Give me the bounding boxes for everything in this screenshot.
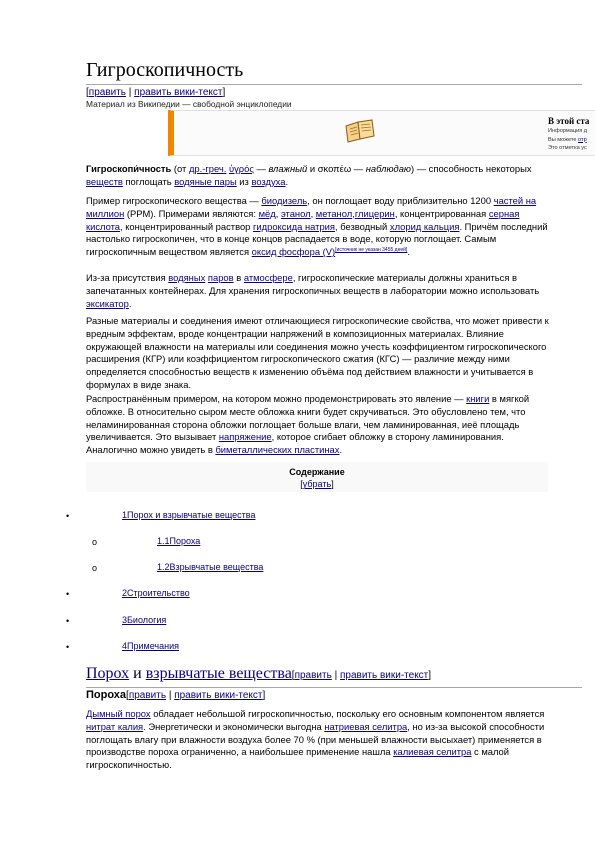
- text: из: [236, 175, 252, 187]
- notice-line-3: Это отметка ус: [548, 145, 587, 152]
- link-potassium-saltpeter[interactable]: калиевая селитра: [393, 746, 472, 758]
- link-potassium-nitrate[interactable]: нитрат калия: [86, 720, 144, 732]
- toc-item-powders[interactable]: 1.1Пороха: [157, 536, 201, 546]
- link-gunpowder[interactable]: Порох: [86, 665, 130, 682]
- text: поглощать: [122, 175, 175, 187]
- link-water-vapor[interactable]: водяные пары: [174, 175, 237, 187]
- separator: |: [166, 690, 175, 701]
- link-glycerin[interactable]: глицерин: [354, 207, 395, 219]
- link-vapors[interactable]: паров: [207, 272, 234, 283]
- text: .: [407, 246, 410, 258]
- toc-toggle: [86, 478, 548, 490]
- translation: наблюдаю: [365, 163, 411, 174]
- bracket-close: ]: [222, 87, 226, 98]
- text: , концентрированный раствор: [120, 220, 253, 232]
- title-edit-links: [86, 86, 225, 100]
- link-explosives[interactable]: взрывчатые вещества: [145, 665, 292, 682]
- text: с малой гигроскопичностью.: [86, 746, 510, 771]
- link-sodium-hydroxide[interactable]: гидроксида натрия: [253, 220, 335, 232]
- subsection-edit-link[interactable]: править: [128, 690, 167, 701]
- text: , гигроскопические материалы должны храниться в запечатанных контейнерах. Для хранения гигроскопичных веществ в лаборатории можно использовать: [86, 272, 540, 296]
- notice-title: В этой ста: [548, 116, 590, 126]
- bracket: [: [291, 670, 295, 681]
- link-bimetal[interactable]: биметаллических пластинах: [215, 444, 340, 456]
- link-desiccator[interactable]: эксикатор: [86, 297, 129, 309]
- text: . Энергетически и экономически выгодна: [143, 720, 325, 732]
- subsection-edit-links: [126, 690, 265, 701]
- page-title: Гигроскопичность: [86, 58, 582, 85]
- link-ppm[interactable]: частей на миллион: [86, 195, 537, 219]
- separator: |: [331, 670, 340, 681]
- table-of-contents: [86, 462, 548, 492]
- toc-bullet: •: [66, 589, 70, 599]
- toc-bullet: o: [92, 563, 98, 573]
- subsection-heading-powders: [86, 688, 265, 703]
- link-honey[interactable]: мёд: [258, 207, 276, 219]
- text: .: [339, 444, 343, 456]
- edit-link[interactable]: править: [88, 87, 127, 98]
- translation: влажный: [268, 163, 308, 174]
- text: в мягкой обложке. В относительно сыром месте обложка книги будет скручиваться. Это обусловлено тем, что неламинированная сторона обложки поглощает больше влаги, чем ламинированная, иеё площадь увеличивается. Это вызывает: [86, 393, 530, 443]
- text: , но из-за высокой способности поглощать влагу при влажности воздуха более 70 % (при меньшей влажности высыхает) применяется в производстве пороха ограниченно, а наибольшее применение нашла: [86, 720, 545, 758]
- bracket: ]: [428, 670, 432, 681]
- section-edit-links: [292, 670, 431, 681]
- toc-item-explosives[interactable]: 1.2Взрывчатые вещества: [157, 562, 264, 572]
- section-heading-gunpowder: [86, 664, 582, 688]
- text: Распространённым примером, на котором можно продемонстрировать это явление —: [86, 393, 467, 404]
- text: Пример гигроскопического вещества —: [86, 195, 262, 206]
- link-books[interactable]: книги: [466, 393, 490, 404]
- link-phosphorus-oxide[interactable]: оксид фосфора (V): [251, 246, 336, 258]
- toc-bullet: •: [66, 642, 70, 652]
- text: ,: [310, 207, 316, 219]
- example-book-paragraph: [86, 393, 556, 457]
- edit-source-link[interactable]: править вики-текст: [134, 87, 223, 98]
- storage-paragraph: [86, 272, 556, 310]
- link-substances[interactable]: веществ: [86, 175, 123, 187]
- link-calcium-chloride[interactable]: хлорид кальция: [389, 220, 460, 232]
- text: , безводный: [334, 220, 390, 232]
- link-sulfuric-acid[interactable]: серная кислота: [86, 207, 520, 232]
- intro-paragraph: [86, 163, 556, 189]
- toc-item-biology[interactable]: 3Биология: [122, 615, 167, 625]
- notice-line-2: [548, 136, 587, 145]
- toc-title: Содержание: [289, 467, 345, 477]
- toc-item-gunpowder[interactable]: 1Порох и взрывчатые вещества: [122, 510, 256, 520]
- toc-bullet: •: [66, 511, 70, 521]
- text: —: [253, 163, 269, 174]
- properties-paragraph: [86, 315, 556, 392]
- text: и σκοπέω —: [307, 163, 366, 174]
- bracket: ]: [262, 690, 266, 701]
- greek-word-link[interactable]: ὑγρός: [228, 163, 254, 174]
- link-ethanol[interactable]: этанол: [280, 207, 311, 219]
- link-sodium-nitrate[interactable]: натриевая селитра: [324, 720, 408, 732]
- text: , он поглощает воду приблизительно 1200: [307, 195, 494, 206]
- section-edit-source-link[interactable]: править вики-текст: [339, 670, 429, 681]
- bracket: [: [126, 690, 129, 701]
- link-water[interactable]: водяных: [168, 272, 206, 283]
- link-biodiesel[interactable]: биодизель: [261, 195, 308, 206]
- toc-item-notes[interactable]: 4Примечания: [122, 641, 179, 651]
- link-stress[interactable]: напряжение: [218, 431, 272, 443]
- toc-bullet: o: [92, 537, 98, 547]
- term: Гигроскопи́чность: [86, 163, 172, 174]
- bracket: ]: [331, 479, 334, 490]
- text: (PPM). Примерами являются:: [124, 207, 259, 219]
- black-powder-paragraph: [86, 708, 556, 772]
- subsection-title: Пороха: [86, 689, 127, 701]
- text: (от: [171, 163, 189, 174]
- subsection-edit-source-link[interactable]: править вики-текст: [174, 690, 263, 701]
- link-atmosphere[interactable]: атмосфере: [243, 272, 293, 283]
- notice-box: [168, 110, 595, 156]
- link-black-powder[interactable]: Дымный порох: [86, 708, 151, 719]
- notice-line-2-text: Вы можете: [548, 136, 579, 143]
- notice-link[interactable]: отр: [578, 136, 587, 143]
- text: .: [128, 297, 132, 309]
- notice-line-1: Информация д: [548, 128, 588, 134]
- citation-needed-note[interactable]: [источник не указан 3455 дней]: [335, 247, 408, 253]
- site-tagline: Материал из Википедии — свободной энциклопедии: [86, 99, 292, 109]
- properties-text: Разные материалы и соединения имеют отличающиеся гигроскопические свойства, что может привести к вредным эффектам, вроде концентрации напряжений в композиционных материалах. Влияние окружающей влажности на материалы или соединения можно учесть коэффициентом гигроскопического расширения (КГР) или коэффициентом гигроскопического сжатия (КГС) — различие между ними определяется способностью веществ к изменению объёма под действием влажности и учитывается в формулах в виде знака.: [86, 315, 549, 390]
- notice-text: [548, 127, 587, 153]
- toc-item-construction[interactable]: 2Строительство: [122, 588, 190, 598]
- open-book-icon: [344, 117, 376, 149]
- examples-paragraph: [86, 195, 556, 259]
- text: . Причём последний настолько гигроскопичен, что в конце концов распадается в воде, которую поглощает. Самым гигроскопичным веществом является: [86, 220, 548, 258]
- text: , концентрированная: [394, 207, 489, 219]
- bracket-open: [: [86, 87, 89, 98]
- separator: |: [126, 87, 135, 98]
- text: ,: [275, 207, 281, 219]
- text: обладает небольшой гигроскопичностью, поскольку его основным компонентом является: [150, 708, 545, 719]
- text: ) — способность некоторых: [410, 163, 532, 174]
- bracket: [: [300, 479, 303, 490]
- lang-link[interactable]: др.-греч.: [188, 163, 227, 174]
- text: , которое сгибает обложку в сторону ламинирования. Аналогично можно увидеть в: [86, 431, 504, 456]
- link-methanol[interactable]: метанол: [315, 207, 353, 219]
- text: ,: [352, 207, 355, 219]
- section-edit-link[interactable]: править: [294, 670, 332, 681]
- text: и: [129, 665, 146, 682]
- text: в: [233, 272, 244, 283]
- text: Из-за присутствия: [86, 272, 169, 283]
- text: .: [285, 175, 289, 187]
- toc-hide-link[interactable]: убрать: [302, 479, 332, 490]
- toc-bullet: •: [66, 616, 70, 626]
- link-air[interactable]: воздуха: [251, 175, 286, 187]
